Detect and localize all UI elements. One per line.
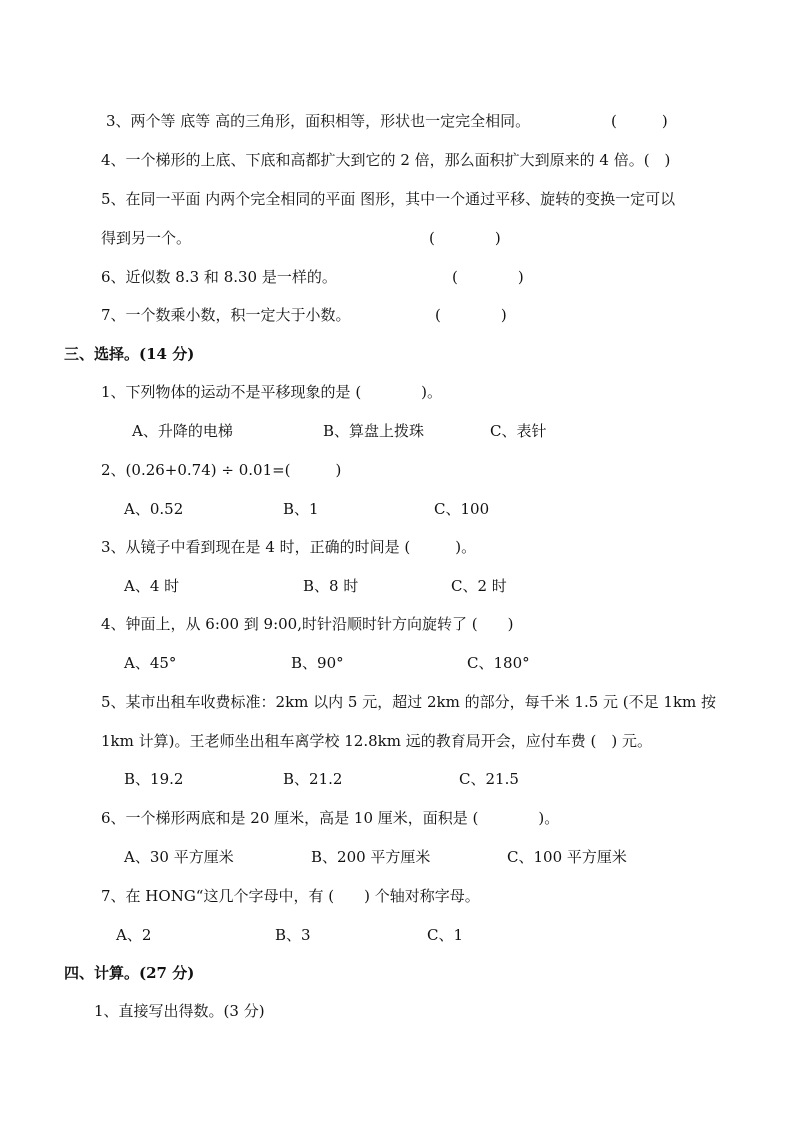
judge-q5-answer-paren[interactable]: ( ) <box>429 229 501 247</box>
judge-q3-answer-paren[interactable]: ( ) <box>611 112 668 130</box>
choice-q5-option-a[interactable]: B、19.2 <box>124 770 184 788</box>
choice-q6-option-a[interactable]: A、30 平方厘米 <box>124 848 234 866</box>
judge-q6-answer-paren[interactable]: ( ) <box>452 268 524 286</box>
choice-q4-text: 4、钟面上，从 6:00 到 9:00,时针沿顺时针方向旋转了 ( ) <box>101 615 514 633</box>
choice-q3-option-b[interactable]: B、8 时 <box>303 577 359 595</box>
choice-q2-option-b[interactable]: B、1 <box>283 500 319 518</box>
choice-q1-option-b[interactable]: B、算盘上拨珠 <box>323 422 425 440</box>
judge-q7-text: 7、一个数乘小数，积一定大于小数。 <box>101 306 351 324</box>
judge-q6-text: 6、近似数 8.3 和 8.30 是一样的。 <box>101 268 337 286</box>
choice-q7-option-c[interactable]: C、1 <box>427 926 464 944</box>
judge-q7-answer-paren[interactable]: ( ) <box>435 306 507 324</box>
choice-q3-option-c[interactable]: C、2 时 <box>451 577 507 595</box>
choice-q5-line2: 1km 计算)。王老师坐出租车离学校 12.8km 远的教育局开会，应付车费 ( ) 元。 <box>101 732 652 750</box>
choice-q4-option-a[interactable]: A、45° <box>124 654 177 672</box>
choice-q7-option-a[interactable]: A、2 <box>116 926 152 944</box>
choice-q3-option-a[interactable]: A、4 时 <box>124 577 180 595</box>
calc-q1-text: 1、直接写出得数。(3 分) <box>94 1002 265 1020</box>
choice-q3-text: 3、从镜子中看到现在是 4 时，正确的时间是 ( )。 <box>101 538 477 556</box>
choice-q5-line1: 5、某市出租车收费标准：2km 以内 5 元，超过 2km 的部分，每千米 1.5 元 (不足 1km 按 <box>101 693 717 711</box>
choice-q6-text: 6、一个梯形两底和是 20 厘米，高是 10 厘米，面积是 ( )。 <box>101 809 560 827</box>
choice-q1-option-a[interactable]: A、升降的电梯 <box>132 422 233 440</box>
judge-q5-line1: 5、在同一平面 内两个完全相同的平面 图形，其中一个通过平移、旋转的变换一定可以 <box>101 190 676 208</box>
choice-q5-option-c[interactable]: C、21.5 <box>459 770 519 788</box>
choice-q2-text: 2、(0.26+0.74) ÷ 0.01=( ) <box>101 461 342 479</box>
choice-q6-option-b[interactable]: B、200 平方厘米 <box>311 848 431 866</box>
choice-q7-text: 7、在 HONG“这几个字母中，有 ( ) 个轴对称字母。 <box>101 887 480 905</box>
choice-q4-option-b[interactable]: B、90° <box>291 654 344 672</box>
section-4-heading: 四、计算。(27 分) <box>64 964 195 982</box>
choice-q5-option-b[interactable]: B、21.2 <box>283 770 343 788</box>
judge-q5-line2: 得到另一个。 <box>101 229 192 247</box>
section-3-heading: 三、选择。(14 分) <box>64 345 195 363</box>
judge-q4-text: 4、一个梯形的上底、下底和高都扩大到它的 2 倍，那么面积扩大到原来的 4 倍。( ) <box>101 151 671 169</box>
choice-q4-option-c[interactable]: C、180° <box>467 654 530 672</box>
judge-q3-text: 3、两个等 底等 高的三角形，面积相等，形状也一定完全相同。 <box>106 112 531 130</box>
choice-q2-option-a[interactable]: A、0.52 <box>124 500 184 518</box>
choice-q1-option-c[interactable]: C、表针 <box>490 422 547 440</box>
choice-q1-text: 1、下列物体的运动不是平移现象的是 ( )。 <box>101 383 443 401</box>
choice-q6-option-c[interactable]: C、100 平方厘米 <box>507 848 627 866</box>
choice-q2-option-c[interactable]: C、100 <box>434 500 490 518</box>
choice-q7-option-b[interactable]: B、3 <box>275 926 311 944</box>
